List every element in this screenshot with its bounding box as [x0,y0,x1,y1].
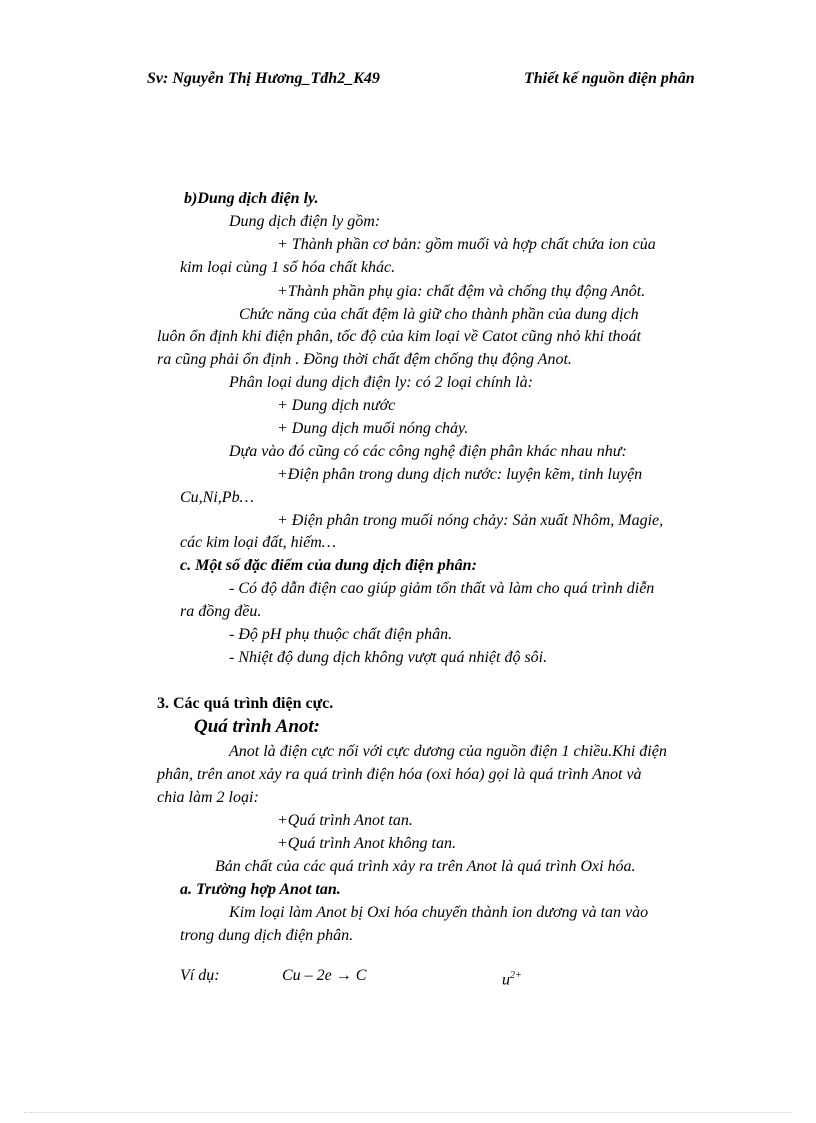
text-line: kim loại cùng 1 số hóa chất khác. [180,259,396,276]
text-line: trong dung dịch điện phân. [180,927,354,944]
text-line: +Quá trình Anot tan. [277,812,413,829]
text-line: phân, trên anot xảy ra quá trình điện hóa (oxi hóa) gọi là quá trình Anot và [157,766,642,783]
page-footer-rule [24,1112,792,1113]
text-line: ra đồng đều. [180,603,262,620]
text-line: - Nhiệt độ dung dịch không vượt quá nhiệt độ sôi. [229,649,548,666]
text-line: Bản chất của các quá trình xảy ra trên Anot là quá trình Oxi hóa. [215,858,636,875]
section-c-heading: c. Một số đặc điểm của dung dịch điện phân: [180,557,477,574]
text-line: các kim loại đất, hiếm… [180,534,336,551]
example-label: Ví dụ: [180,967,220,984]
text-line: Anot là điện cực nối với cực dương của nguồn điện 1 chiều.Khi điện [229,743,667,760]
text-line: - Có độ dẫn điện cao giúp giảm tổn thất và làm cho quá trình diễn [229,580,655,597]
text-line: +Điện phân trong dung dịch nước: luyện kẽm, tinh luyện [277,466,643,483]
text-line: Phân loại dung dịch điện ly: có 2 loại chính là: [229,374,533,391]
section-b-heading: b)Dung dịch điện ly. [184,190,319,207]
text-line: + Điện phân trong muối nóng chảy: Sản xuất Nhôm, Magie, [277,512,664,529]
example-equation-left: Cu – 2e → C [282,967,367,984]
example-equation-right [502,966,522,990]
text-line: ra cũng phải ổn định . Đồng thời chất đệm chống thụ động Anot. [157,351,572,368]
text-line: Dung dịch điện ly gồm: [229,213,381,230]
text-line: Cu,Ni,Pb… [180,489,254,506]
text-line: - Độ pH phụ thuộc chất điện phân. [229,626,453,643]
equation-ion: u [502,971,510,989]
text-line: chia làm 2 loại: [157,789,259,806]
anot-process-subheading: Quá trình Anot: [194,716,321,737]
equation-charge: 2+ [510,970,522,981]
text-line: + Thành phần cơ bản: gồm muối và hợp chất chứa ion của [277,236,656,253]
text-line: + Dung dịch nước [277,397,396,414]
text-line: luôn ổn định khi điện phân, tốc độ của kim loại về Catot cũng nhỏ khi thoát [157,328,641,345]
section-3-heading: 3. Các quá trình điện cực. [157,695,334,712]
text-line: +Thành phần phụ gia: chất đệm và chống thụ động Anôt. [277,283,646,300]
header-right: Thiết kế nguồn điện phân [524,70,695,87]
case-a-heading: a. Trường hợp Anot tan. [180,881,341,898]
text-line: Kim loại làm Anot bị Oxi hóa chuyển thành ion dương và tan vào [229,904,649,921]
text-line: Chức năng của chất đệm là giữ cho thành phần của dung dịch [239,306,639,323]
header-left: Sv: Nguyễn Thị Hương_Tđh2_K49 [147,70,380,87]
text-line: Dựa vào đó cũng có các công nghệ điện phân khác nhau như: [229,443,627,460]
text-line: +Quá trình Anot không tan. [277,835,456,852]
text-line: + Dung dịch muối nóng chảy. [277,420,469,437]
